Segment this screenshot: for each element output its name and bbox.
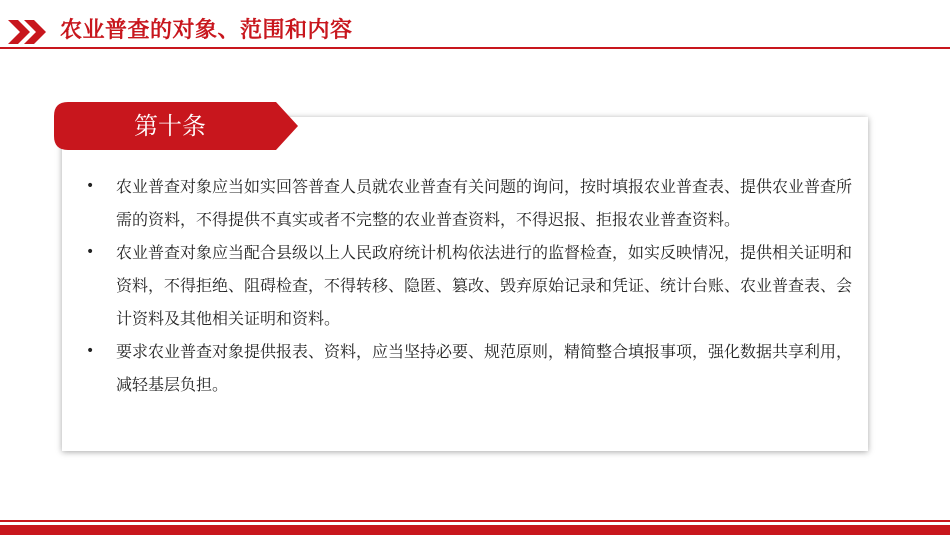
bullet-icon: • [86, 343, 95, 359]
header-divider [0, 47, 950, 49]
list-item [82, 335, 852, 401]
list-item-text: 要求农业普查对象提供报表、资料，应当坚持必要、规范原则，精简整合填报事项，强化数据共享利用，减轻基层负担。 [116, 342, 853, 394]
list-item [82, 170, 852, 236]
article-tag-label: 第十条 [134, 112, 206, 140]
article-tag [54, 102, 298, 150]
list-item-text: 农业普查对象应当如实回答普查人员就农业普查有关问题的询问，按时填报农业普查表、提供农业普查所需的资料，不得提供不真实或者不完整的农业普查资料，不得迟报、拒报农业普查资料。 [116, 177, 853, 229]
bullet-icon: • [86, 244, 95, 260]
bullet-icon: • [86, 178, 95, 194]
footer-divider [0, 520, 950, 522]
header [0, 0, 950, 56]
list-item [82, 236, 852, 335]
bullet-list [82, 170, 852, 401]
double-chevron-right-icon [8, 20, 50, 44]
footer-bar [0, 525, 950, 535]
page-title: 农业普查的对象、范围和内容 [60, 18, 353, 43]
list-item-text: 农业普查对象应当配合县级以上人民政府统计机构依法进行的监督检查，如实反映情况，提供相关证明和资料，不得拒绝、阻碍检查，不得转移、隐匿、篡改、毁弃原始记录和凭证、统计台账、农业普查表、会计资料及其他相关证明和资料。 [116, 243, 853, 328]
